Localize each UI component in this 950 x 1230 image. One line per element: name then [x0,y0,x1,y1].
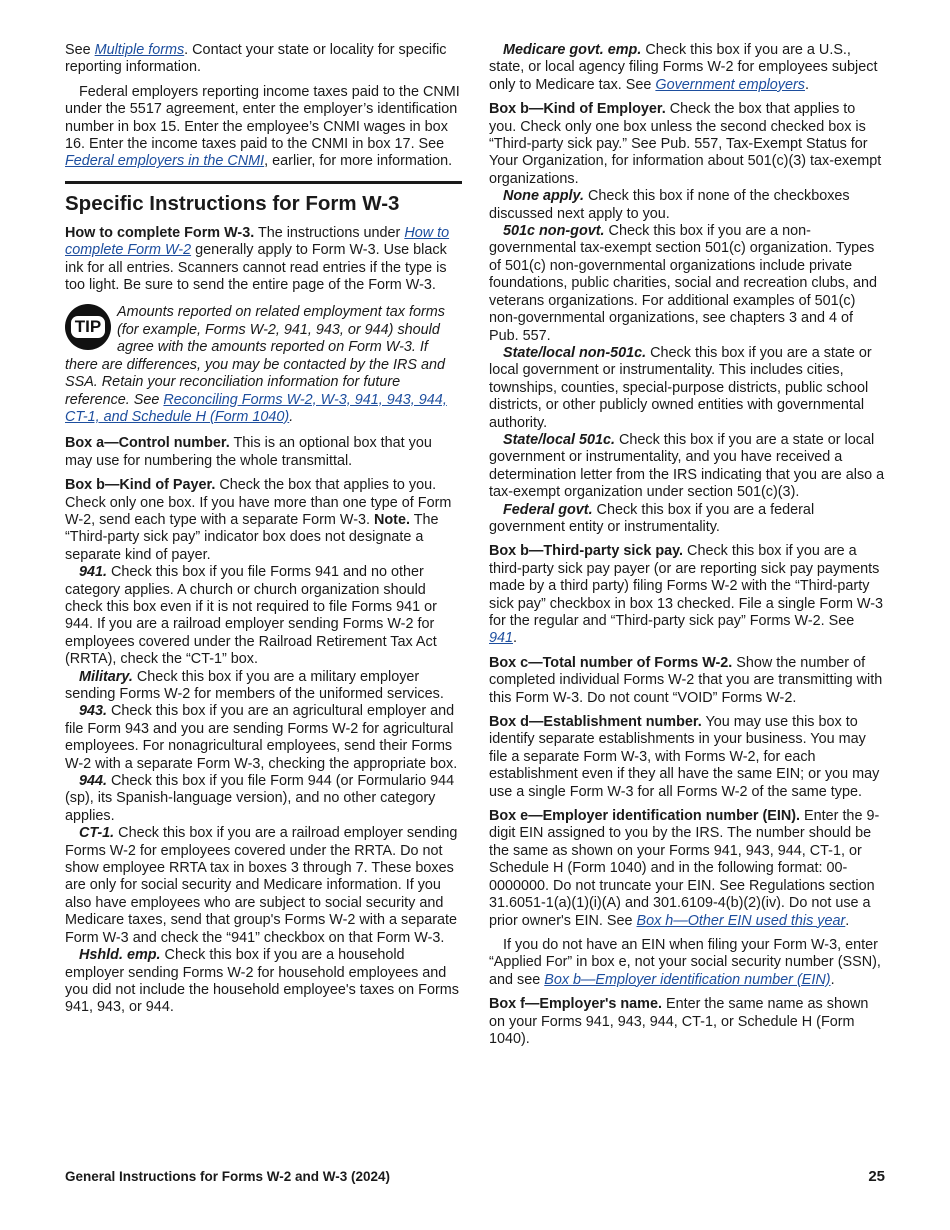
text: , earlier, for more information. [264,153,453,170]
box-d-paragraph [489,714,886,801]
paragraph-label: Medicare govt. emp. [503,42,642,58]
text: Check this box if you are an agricultural employer and file Form 943 and you are sending Forms W-2 for agricultural employees. For nonagricultural employees, send their Forms W-2 with a separate Form W-3, checking the appropriate box. [65,703,458,772]
box-b-employer-ein-link[interactable]: Box b—Employer identification number (EIN) [544,971,831,988]
text: Check this box if you file Forms 941 and no other category applies. A church or church organization should check this box even if it is not required to file Forms 941 or 944. If you are a railroad employer sending Forms W-2 for employees covered under the Railroad Retirement Tax Act (RRTA), check the “CT-1” box. [65,564,437,668]
paragraph-label: State/local 501c. [503,431,615,448]
payer-hshld-paragraph [65,947,462,1017]
text: The instructions under [254,224,405,241]
tip-text: Amounts reported on related employment tax forms (for example, Forms W-2, 941, 943, or 944) should agree with the amounts reported on Form W-3. If there are differences, you may be contacted by the IRS and SSA. Retain your reconciliation information for future reference. See [65,304,445,408]
right-column [489,42,886,1055]
text: . [845,912,850,929]
paragraph-label: 944. [79,773,108,790]
text: . [289,408,294,425]
paragraph-label: Box b—Third-party sick pay. [489,543,684,560]
section-divider [65,181,462,184]
text: Enter the 9-digit EIN assigned to you by the IRS. The number should be the same as shown on your Forms 941, 943, 944, CT-1, or Schedule H (Form 1040) and in the following format: 00-0000000. Do not truncate your EIN. See Regulations section 31.6051-1(a)(1)(i)(A) and 301.6109-4(b)(2)(iv). Do not use a prior owner's EIN. See [489,808,880,929]
left-column [65,42,462,1017]
how-to-complete-paragraph [65,225,462,295]
section-heading: Specific Instructions for Form W-3 [65,191,400,215]
page-footer [65,1168,885,1185]
paragraph-label: State/local non-501c. [503,344,647,361]
text: Check this box if you are a state or local government or instrumentality. This includes cities, townships, counties, special-purpose districts, public school districts, or other publicly owned entities with governmental authority. [489,344,872,431]
note-label: Note. [374,511,410,528]
paragraph-label: Federal govt. [503,501,593,518]
box-c-paragraph [489,655,886,707]
text: Check this box if you are a non-governmental tax-exempt section 501(c) organization. Types of 501(c) non-governmental organizations include private foundations, public charities, social and recreation clubs, and veterans organizations. For additional examples of 501(c) non-governmental organizations, see chapters 3 and 4 of Pub. 557. [489,223,877,344]
paragraph-label: None apply. [503,188,585,205]
text: generally apply to Form W-3. Use black ink for all entries. Scanners cannot read entries if the type is too light. Be sure to send the entire page of the Form W-3. [65,242,447,294]
text: See [65,42,95,58]
paragraph-label: Box c—Total number of Forms W-2. [489,654,733,671]
paragraph-label: CT-1. [79,825,115,842]
text: . [513,630,518,647]
paragraph-label: Box f—Employer's name. [489,996,662,1013]
text: Check this box if you are a federal government entity or instrumentality. [489,501,815,535]
tip-icon [65,304,111,350]
text: Federal employers reporting income taxes paid to the CNMI under the 5517 agreement, enter the employer’s identification number in box 15. Enter the employee’s CNMI wages in box 16. Enter the income taxes paid to the CNMI in box 17. See [65,83,460,153]
payer-military-paragraph [65,669,462,704]
federal-govt-paragraph [489,502,886,537]
paragraph-label: Military. [79,668,133,685]
paragraph-label: 941. [79,564,108,581]
box-b-payer-paragraph [65,477,462,564]
box-f-paragraph [489,996,886,1048]
state-local-non-501c-paragraph [489,345,886,432]
paragraph-label: How to complete Form W-3. [65,224,255,241]
box-h-other-ein-link[interactable]: Box h—Other EIN used this year [636,912,846,929]
paragraph-label: 943. [79,703,108,720]
footer-title: General Instructions for Forms W-2 and W-3 (2024) [65,1169,391,1184]
box-e-paragraph [489,808,886,930]
text: Check this box if you are a U.S., state, or local agency filing Forms W-2 for employees subject only to Medicare tax. See [489,42,878,93]
multiple-forms-link[interactable]: Multiple forms [94,42,185,58]
text: Check this box if you file Form 944 (or Formulario 944 (sp), its Spanish-language version), and no other category applies. [65,773,455,824]
text: . [804,76,809,93]
payer-ct1-paragraph [65,825,462,947]
text: Check this box if you are a state or local government or instrumentality, and you have received a determination letter from the IRS indicating that you are also a tax-exempt organization under section 501(c)(3). [489,431,885,501]
government-employers-link[interactable]: Government employers [655,76,805,93]
payer-941-paragraph [65,564,462,668]
page-number: 25 [868,1168,885,1185]
paragraph-label: Box b—Kind of Payer. [65,477,216,494]
payer-944-paragraph [65,773,462,825]
text: Check this box if none of the checkboxes discussed next apply to you. [489,188,850,222]
medicare-paragraph [489,42,886,94]
text: This is an optional box that you may use for numbering the whole transmittal. [65,435,432,469]
paragraph-label: Box b—Kind of Employer. [489,101,666,118]
how-to-complete-w2-link[interactable]: How to complete Form W-2 [65,224,450,259]
text: . [830,971,835,988]
none-apply-paragraph [489,188,886,223]
text: Enter the same name as shown on your Forms 941, 943, 944, CT-1, or Schedule H (Form 1040). [489,996,869,1047]
text: Check this box if you are a railroad employer sending Forms W-2 for employees covered under the RRTA. Do not show employee RRTA tax in boxes 3 through 7. These boxes are only for social security and Medicare information. If you also have employees who are subject to social security and Medicare taxes, send that group's Forms W-2 with a separate Form W-3 and check the “941” checkbox on that Form W-3. [65,825,458,946]
paragraph-label: 501c non-govt. [503,223,605,240]
text: If you do not have an EIN when filing your Form W-3, enter “Applied For” in box e, not your social security number (SSN), and see [489,936,881,988]
intro-paragraph-2 [65,77,462,171]
payer-943-paragraph [65,703,462,773]
third-party-sick-pay-paragraph [489,543,886,647]
text: Show the number of completed individual Forms W-2 that you are transmitting with this Form W-3. Do not count “VOID” Forms W-2. [489,654,883,706]
state-local-501c-paragraph [489,432,886,502]
text: Check this box if you are a military employer sending Forms W-2 for members of the uniformed services. [65,668,444,702]
tip-label: TIP [71,316,105,338]
paragraph-label: Box d—Establishment number. [489,714,702,731]
intro-paragraph-1 [65,42,462,77]
federal-employers-cnmi-link[interactable]: Federal employers in the CNMI [65,153,265,170]
tip-box [65,304,462,426]
text: . Contact your state or locality for specific reporting information. [65,42,447,76]
box-a-paragraph [65,435,462,470]
text: You may use this box to identify separate establishments in your business. You may file a separate Form W-3, with Forms W-2, for each establishment even if they all have the same EIN; or you may use a single Form W-3 for all Forms W-2 of the same type. [489,714,880,800]
paragraph-label: Box a—Control number. [65,435,230,452]
text: The “Third-party sick pay” indicator box does not designate a separate kind of payer. [65,511,439,563]
paragraph-label: Box e—Employer identification number (EIN). [489,808,801,825]
reconciling-forms-link[interactable]: Reconciling Forms W-2, W-3, 941, 943, 944, CT-1, and Schedule H (Form 1040) [65,391,447,425]
box-b-employer-paragraph [489,101,886,188]
941-link[interactable]: 941 [489,630,514,647]
text: Check the box that applies to you. Check only one box unless the second checked box is “Third-party sick pay.” See Pub. 557, Tax-Exempt Status for Your Organization, for information about 501(c)(3) tax-exempt organizations. [489,101,882,187]
text: Check the box that applies to you. Check only one box. If you have more than one type of Form W-2, send each type with a separate Form W-3. [65,477,452,528]
text: Check this box if you are a household employer sending Forms W-2 for household employees and you did not include the household employee's taxes on Forms 941, 943, or 944. [65,947,459,1016]
box-e-continuation-paragraph [489,937,886,989]
paragraph-label: Hshld. emp. [79,947,161,964]
text: Check this box if you are a third-party sick pay payer (or are reporting sick pay payments made by a third party) filing Forms W-2 with the “Third-party sick pay” checkbox in box 13 checked. File a single Form W-3 for the regular and “Third-party sick pay” Forms W-2. See [489,543,884,629]
501c-non-govt-paragraph [489,223,886,345]
